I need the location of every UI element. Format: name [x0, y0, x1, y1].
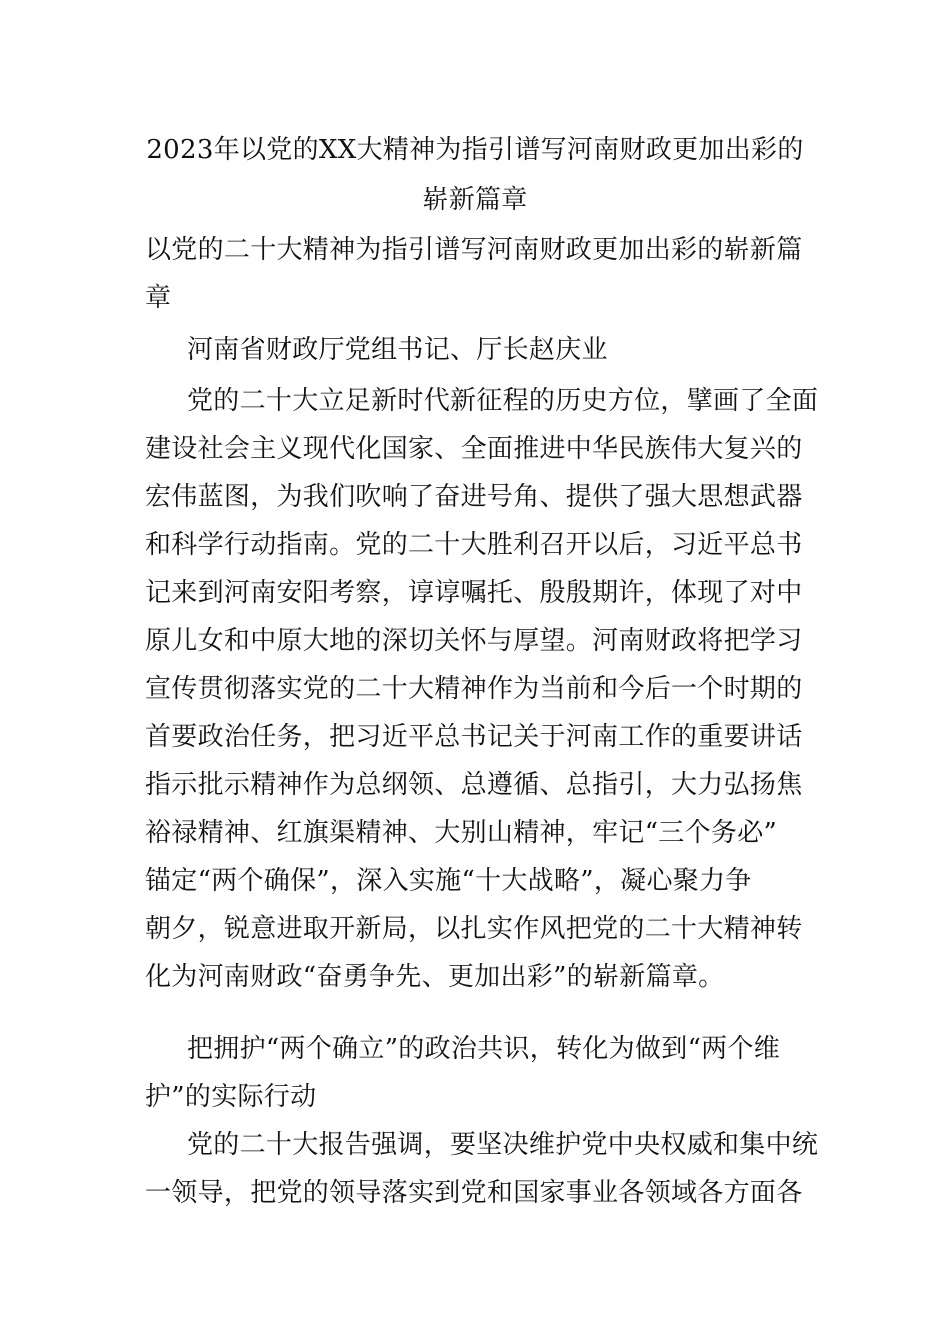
paragraph-line: 锚定“两个确保”，深入实施“十大战略”，凝心聚力争	[145, 866, 752, 896]
document-title-line-2: 崭新篇章	[422, 185, 528, 215]
paragraph-line: 朝夕，锐意进取开新局，以扎实作风把党的二十大精神转	[145, 914, 803, 944]
paragraph-line: 一领导，把党的领导落实到党和国家事业各领域各方面各	[145, 1178, 803, 1208]
heading-line-2: 章	[145, 283, 172, 313]
paragraph-line: 首要政治任务，把习近平总书记关于河南工作的重要讲话	[145, 722, 803, 752]
paragraph-line: 裕禄精神、红旗渠精神、大别山精神，牢记“三个务必”	[145, 818, 778, 848]
paragraph-line: 指示批示精神作为总纲领、总遵循、总指引，大力弘扬焦	[145, 770, 803, 800]
paragraph-line: 宣传贯彻落实党的二十大精神作为当前和今后一个时期的	[145, 674, 803, 704]
paragraph-line: 党的二十大立足新时代新征程的历史方位，擘画了全面	[187, 386, 819, 416]
paragraph-line: 化为河南财政“奋勇争先、更加出彩”的崭新篇章。	[145, 962, 725, 992]
document-title-line-1: 2023年以党的XX大精神为指引谱写河南财政更加出彩的	[146, 135, 804, 165]
paragraph-line: 原儿女和中原大地的深切关怀与厚望。河南财政将把学习	[145, 626, 803, 656]
author-line: 河南省财政厅党组书记、厅长赵庆业	[187, 335, 608, 365]
paragraph-line: 建设社会主义现代化国家、全面推进中华民族伟大复兴的	[145, 434, 803, 464]
paragraph-line: 护”的实际行动	[145, 1082, 317, 1112]
paragraph-line: 记来到河南安阳考察，谆谆嘱托、殷殷期许，体现了对中	[145, 578, 803, 608]
paragraph-line: 把拥护“两个确立”的政治共识，转化为做到“两个维	[187, 1034, 781, 1064]
heading-line-1: 以党的二十大精神为指引谱写河南财政更加出彩的崭新篇	[145, 235, 803, 265]
paragraph-line: 党的二十大报告强调，要坚决维护党中央权威和集中统	[187, 1130, 819, 1160]
paragraph-line: 和科学行动指南。党的二十大胜利召开以后，习近平总书	[145, 530, 803, 560]
paragraph-line: 宏伟蓝图，为我们吹响了奋进号角、提供了强大思想武器	[145, 482, 803, 512]
